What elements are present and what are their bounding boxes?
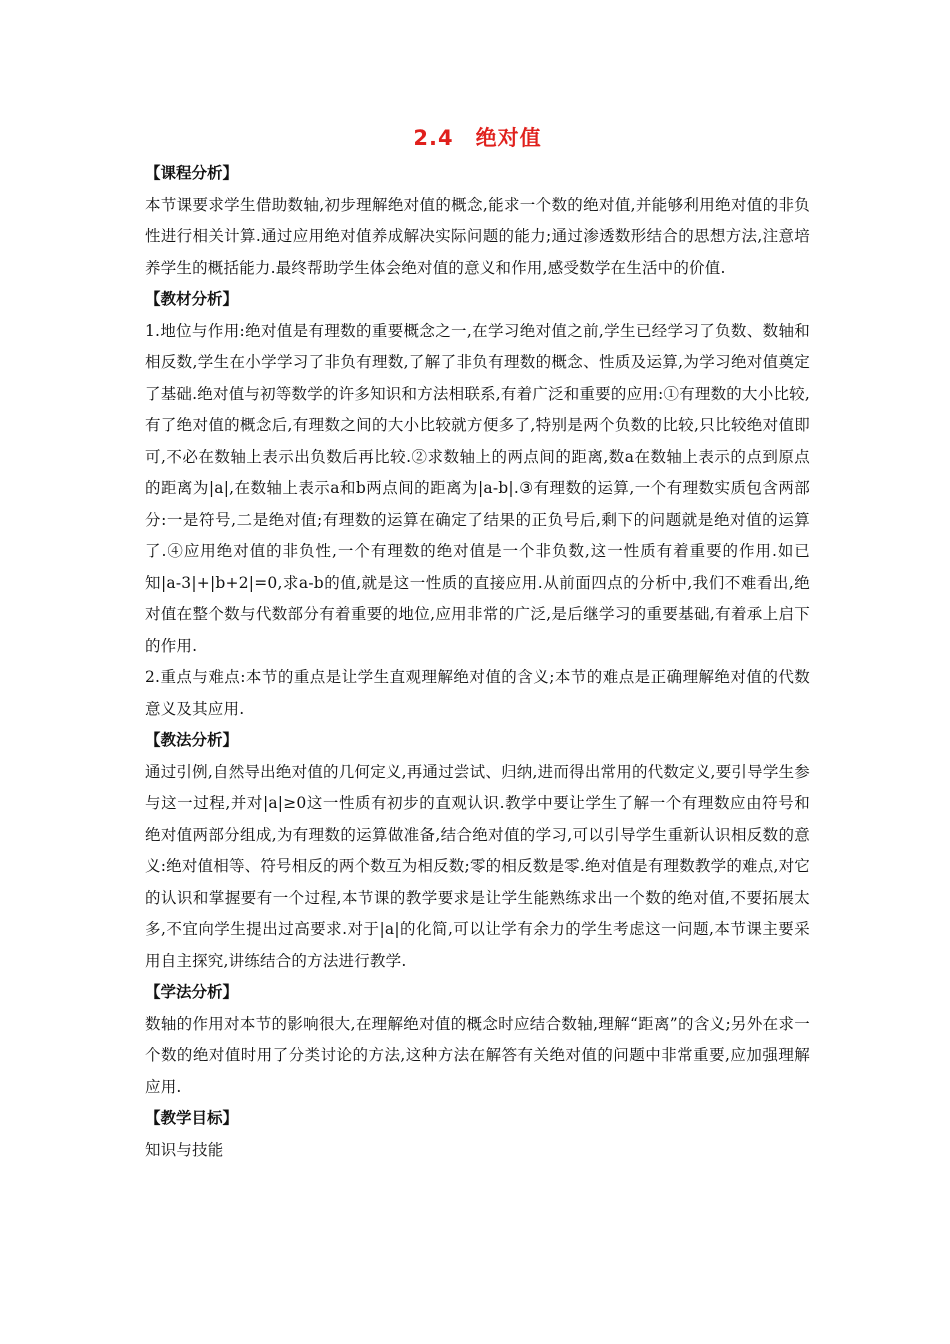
teaching-method-text: 通过引例,自然导出绝对值的几何定义,再通过尝试、归纳,进而得出常用的代数定义,要引导学生参与这一过程,并对|a|≥0这一性质有初步的直观认识.教学中要让学生了解一个有理数应由符号和绝对值两部分组成,为有理数的运算做准备,结合绝对值的学习,可以引导学生重新认识相反数的意义:绝对值相等、符号相反的两个数互为相反数;零的相反数是零.绝对值是有理数教学的难点,对它的认识和掌握要有一个过程,本节课的教学要求是让学生能熟练求出一个数的绝对值,不要拓展太多,不宜向学生提出过高要求.对于|a|的化简,可以让学有余力的学生考虑这一问题,本节课主要采用自主探究,讲练结合的方法进行教学. [145, 762, 810, 970]
section-heading-teaching-goals: 【教学目标】 [145, 1109, 239, 1127]
document-page [145, 118, 810, 1166]
page-title: 2.4 绝对值 [413, 126, 542, 150]
textbook-analysis-paragraph-1: 1.地位与作用:绝对值是有理数的重要概念之一,在学习绝对值之前,学生已经学习了负数、数轴和相反数,学生在小学学习了非负有理数,了解了非负有理数的概念、性质及运算,为学习绝对值奠定了基础.绝对值与初等数学的许多知识和方法相联系,有着广泛和重要的应用:①有理数的大小比较,有了绝对值的概念后,有理数之间的大小比较就方便多了,特别是两个负数的比较,只比较绝对值即可,不必在数轴上表示出负数后再比较.②求数轴上的两点间的距离,数a在数轴上表示的点到原点的距离为|a|,在数轴上表示a和b两点间的距离为|a-b|.③有理数的运算,一个有理数实质包含两部分:一是符号,二是绝对值;有理数的运算在确定了结果的正负号后,剩下的问题就是绝对值的运算了.④应用绝对值的非负性,一个有理数的绝对值是一个非负数,这一性质有着重要的作用.如已知|a-3|+|b+2|=0,求a-b的值,就是这一性质的直接应用.从前面四点的分析中,我们不难看出,绝对值在整个数与代数部分有着重要的地位,应用非常的广泛,是后继学习的重要基础,有着承上启下的作用. [145, 321, 810, 655]
study-method-text: 数轴的作用对本节的影响很大,在理解绝对值的概念时应结合数轴,理解“距离”的含义;另外在求一个数的绝对值时用了分类讨论的方法,这种方法在解答有关绝对值的问题中非常重要,应加强理解应用. [145, 1014, 810, 1096]
section-heading-textbook-analysis: 【教材分析】 [145, 290, 239, 308]
section-heading-study-method: 【学法分析】 [145, 983, 239, 1001]
section-heading-teaching-method: 【教法分析】 [145, 731, 239, 749]
goals-subheading-knowledge-skills: 知识与技能 [145, 1140, 224, 1159]
section-heading-course-analysis: 【课程分析】 [145, 164, 239, 182]
course-analysis-text: 本节课要求学生借助数轴,初步理解绝对值的概念,能求一个数的绝对值,并能够利用绝对值的非负性进行相关计算.通过应用绝对值养成解决实际问题的能力;通过渗透数形结合的思想方法,注意培养学生的概括能力.最终帮助学生体会绝对值的意义和作用,感受数学在生活中的价值. [145, 195, 810, 277]
textbook-analysis-paragraph-2: 2.重点与难点:本节的重点是让学生直观理解绝对值的含义;本节的难点是正确理解绝对值的代数意义及其应用. [145, 668, 810, 718]
